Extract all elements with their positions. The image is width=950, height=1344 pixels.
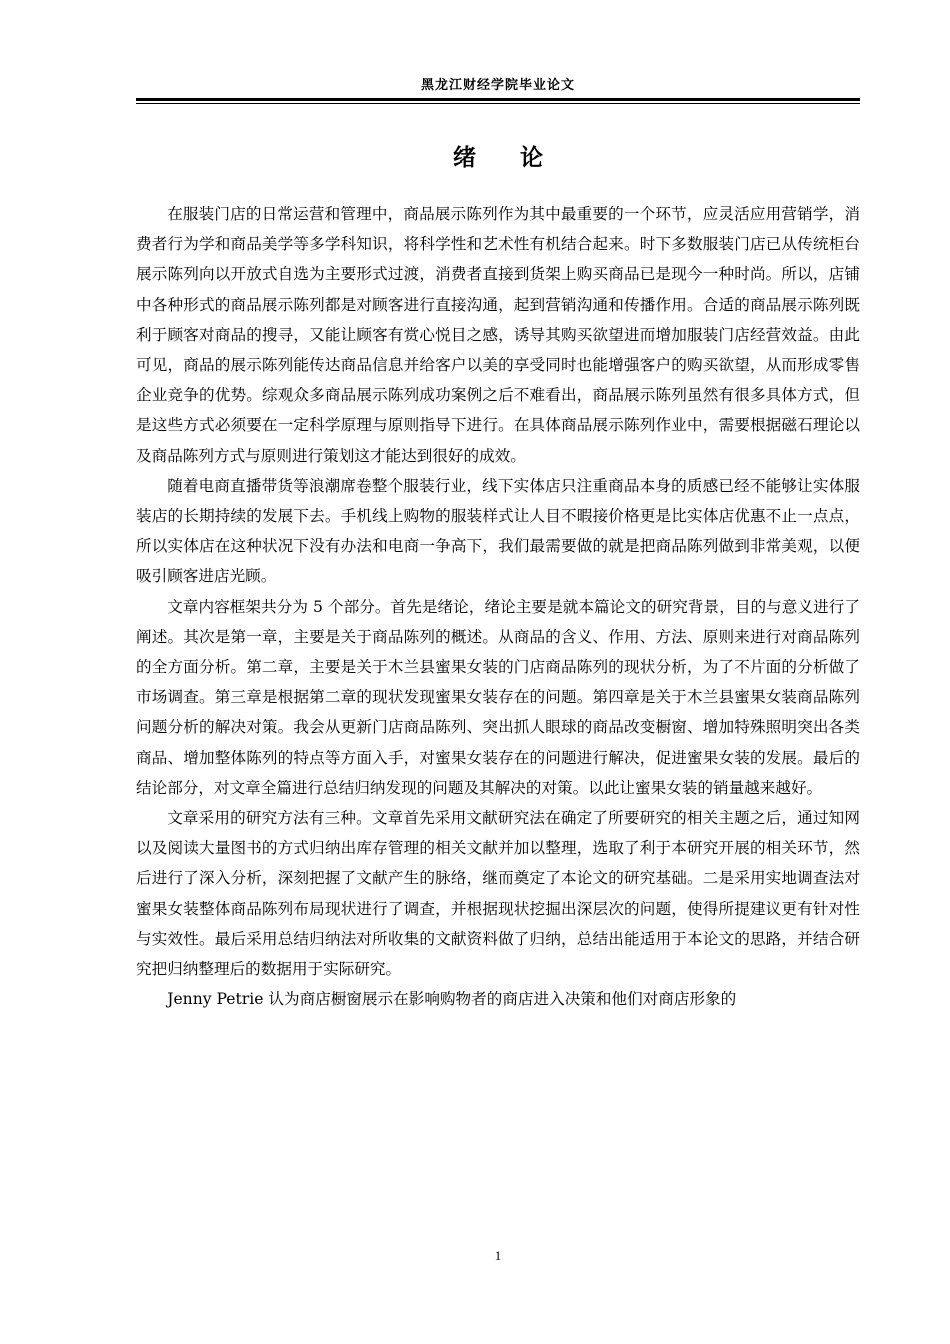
section-title: 绪论 — [453, 145, 587, 171]
paragraph: 随着电商直播带货等浪潮席卷整个服装行业，线下实体店只注重商品本身的质感已经不能够让实体服装店的长期持续的发展下去。手机线上购物的服装样式让人目不暇接价格更是比实体店优惠不止一点点，所以实体店在这种状况下没有办法和电商一争高下，我们最需要做的就是把商品陈列做到非常美观，以便吸引顾客进店光顾。 — [136, 476, 860, 586]
header-rule-thin — [136, 103, 860, 104]
paragraph: 文章采用的研究方法有三种。文章首先采用文献研究法在确定了所要研究的相关主题之后，通过知网以及阅读大量图书的方式归纳出库存管理的相关文献并加以整理，选取了利于本研究开展的相关环节，然后进行了深入分析，深刻把握了文献产生的脉络，继而奠定了本论文的研究基础。二是采用实地调查法对蜜果女装整体商品陈列布局现状进行了调查，并根据现状挖掘出深层次的问题，使得所提建议更有针对性与实效性。最后采用总结归纳法对所收集的文献资料做了归纳，总结出能适用于本论文的思路，并结合研究把归纳整理后的数据用于实际研究。 — [136, 809, 860, 979]
running-header: 黑龙江财经学院毕业论文 — [420, 78, 575, 93]
paragraph: 在服装门店的日常运营和管理中，商品展示陈列作为其中最重要的一个环节，应灵活应用营销学，消费者行为学和商品美学等多学科知识，将科学性和艺术性有机结合起来。时下多数服装门店已从传统柜台展示陈列向以开放式自选为主要形式过渡，消费者直接到货架上购买商品已是现今一种时尚。所以，店铺中各种形式的商品展示陈列都是对顾客进行直接沟通，起到营销沟通和传播作用。合适的商品展示陈列既利于顾客对商品的搜寻，又能让顾客有赏心悦目之感，诱导其购买欲望进而增加服装门店经营效益。由此可见，商品的展示陈列能传达商品信息并给客户以美的享受同时也能增强客户的购买欲望，从而形成零售企业竞争的优势。综观众多商品展示陈列成功案例之后不难看出，商品展示陈列虽然有很多具体方式，但是这些方式必须要在一定科学原理与原则指导下进行。在具体商品展示陈列作业中，需要根据磁石理论以及商品陈列方式与原则进行策划这才能达到很好的成效。 — [136, 205, 860, 465]
paragraph: Jenny Petrie 认为商店橱窗展示在影响购物者的商店进入决策和他们对商店形象的 — [167, 990, 737, 1009]
body-text — [136, 199, 860, 1014]
header-rule-thick — [136, 98, 860, 101]
paragraph: 文章内容框架共分为 5 个部分。首先是绪论，绪论主要是就本篇论文的研究背景，目的与意义进行了阐述。其次是第一章，主要是关于商品陈列的概述。从商品的含义、作用、方法、原则来进行对商品陈列的全方面分析。第二章，主要是关于木兰县蜜果女装的门店商品陈列的现状分析，为了不片面的分析做了市场调查。第三章是根据第二章的现状发现蜜果女装存在的问题。第四章是关于木兰县蜜果女装商品陈列问题分析的解决对策。我会从更新门店商品陈列、突出抓人眼球的商品改变橱窗、增加特殊照明突出各类商品、增加整体陈列的特点等方面入手，对蜜果女装存在的问题进行解决，促进蜜果女装的发展。最后的结论部分，对文章全篇进行总结归纳发现的问题及其解决的对策。以此让蜜果女装的销量越来越好。 — [136, 597, 860, 797]
page-number: 1 — [494, 1248, 502, 1263]
